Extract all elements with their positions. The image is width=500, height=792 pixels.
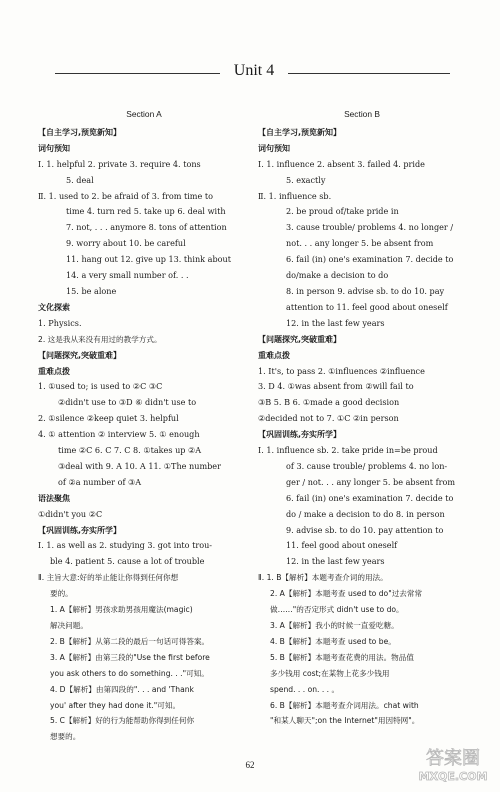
left-line: 1. ①used to; is used to ②C ③C	[38, 381, 163, 392]
right-line: 8. in person 9. advise sb. to do 10. pay	[286, 285, 445, 296]
section-a-heading: Section A	[126, 109, 162, 119]
unit-header	[55, 62, 450, 86]
watermark-text-url: MXQE.COM	[418, 770, 488, 783]
right-line: do / make a decision to do 8. in person	[286, 508, 445, 519]
left-line: 7. not, . . . anymore 8. tons of attention	[66, 222, 227, 233]
left-line: 1. A【解析】男孩求助男孩用魔法(magic)	[50, 605, 193, 615]
right-line: Ⅰ. 1. influence 2. absent 3. failed 4. pride	[258, 158, 425, 169]
left-line: 1. Physics.	[38, 317, 82, 328]
left-line: 重难点拨	[38, 366, 70, 376]
right-line: 9. advise sb. to do 10. pay attention to	[286, 524, 444, 535]
section-a-column	[38, 107, 250, 745]
right-line: of 3. cause trouble/ problems 4. no lon-	[286, 460, 448, 471]
left-line: ble 4. patient 5. cause a lot of trouble	[50, 556, 205, 567]
right-line: 【巩固训练,夯实所学】	[258, 430, 342, 440]
left-line: 9. worry about 10. be careful	[66, 238, 186, 249]
page-number: 62	[245, 760, 255, 770]
section-b-heading: Section B	[344, 109, 380, 119]
left-line: 5. C【解析】好的行为能帮助你得到任何你	[50, 716, 195, 726]
left-line: 15. be alone	[66, 285, 117, 296]
right-line: 3. D 4. ①was absent from ②will fail to	[258, 381, 414, 392]
left-line: you ask others to do something. . ."可知。	[50, 668, 209, 678]
left-line: Ⅰ. 1. as well as 2. studying 3. got into trou-	[38, 540, 213, 551]
left-line: 词句预知	[38, 143, 70, 153]
left-line: 3. A【解析】由第三段的"Use the first before	[50, 652, 210, 662]
right-line: 重难点拨	[258, 350, 290, 360]
left-line: 想要的。	[50, 732, 81, 742]
watermark-text-cn: 答案圈	[426, 748, 480, 769]
left-line: 2. B【解析】从第二段的最后一句话可得答案。	[50, 636, 210, 646]
right-line: 4. B【解析】本题考查 used to be。	[270, 636, 396, 646]
left-line: time 4. turn red 5. take up 6. deal with	[66, 206, 226, 217]
unit-title: Unit 4	[233, 62, 275, 79]
watermark-logo	[412, 742, 494, 786]
right-line: 6. fail (in) one's examination 7. decide to	[286, 492, 454, 503]
left-line: 2. 这是我从来没有用过的教学方式。	[38, 334, 162, 344]
right-line: ger / not. . . any longer 5. be absent from	[286, 476, 455, 487]
left-line: 4. ① attention ② interview 5. ① enough	[38, 429, 200, 440]
left-line: Ⅰ. 1. helpful 2. private 3. require 4. tons	[38, 158, 201, 169]
right-line: ②decided not to 7. ①C ②in person	[258, 413, 399, 424]
section-b-column	[258, 107, 466, 729]
right-line: 6. fail (in) one's examination 7. decide to	[286, 254, 454, 265]
right-line: 12. in the last few years	[286, 556, 385, 567]
right-line: spend. . . on. . . 。	[270, 684, 340, 694]
left-line: ③deal with 9. A 10. A 11. ①The number	[58, 460, 221, 471]
header-rule-left	[55, 73, 220, 74]
header-rule-right	[288, 73, 450, 74]
right-line: 3. cause trouble/ problems 4. no longer /	[286, 222, 454, 233]
left-line: you' after they had done it."可知。	[50, 700, 181, 710]
right-line: 3. A【解析】我小的时候一直爱吃糖。	[270, 621, 399, 630]
right-line: 2. be proud of/take pride in	[286, 206, 399, 217]
right-line: Ⅱ. 1. influence sb.	[258, 190, 332, 201]
left-line: 4. D【解析】由第四段的". . . and 'Thank	[50, 684, 194, 694]
right-line: 5. exactly	[286, 174, 326, 185]
left-line: 【自主学习,预览新知】	[38, 127, 122, 137]
left-line: 解决问题。	[50, 621, 88, 630]
right-line: 6. B【解析】本题考查介词用法。chat with	[270, 700, 419, 710]
right-line: 5. B【解析】本题考查花费的用法。物品值	[270, 652, 414, 662]
right-line: attention to 11. feel good about oneself	[286, 301, 448, 312]
right-line: 多少钱用 cost;在某物上花多少钱用	[270, 668, 390, 678]
left-line: 要的。	[50, 589, 73, 599]
left-line: Ⅱ. 主旨大意:好的举止能让你得到任何你想	[38, 573, 179, 583]
right-line: 【问题探究,突破重难】	[258, 334, 342, 344]
left-line: 【巩固训练,夯实所学】	[38, 525, 122, 535]
right-line: ③B 5. B 6. ①made a good decision	[258, 397, 400, 408]
right-line: Ⅰ. 1. influence sb. 2. take pride in=be proud	[258, 445, 438, 456]
right-line: 1. It's, to pass 2. ①influences ②influence	[258, 365, 425, 376]
right-line: 词句预知	[258, 143, 290, 153]
right-line: 11. feel good about oneself	[286, 540, 398, 551]
left-line: 2. ①silence ②keep quiet 3. helpful	[38, 413, 179, 424]
left-line: 语法聚焦	[38, 493, 70, 503]
left-line: Ⅱ. 1. used to 2. be afraid of 3. from time to	[38, 190, 213, 201]
right-line: not. . . any longer 5. be absent from	[286, 238, 434, 249]
left-line: 5. deal	[66, 174, 94, 185]
right-line: 【自主学习,预览新知】	[258, 127, 342, 137]
left-line: of ②a number of ③A	[58, 476, 142, 487]
left-line: time ②C 6. C 7. C 8. ①takes up ②A	[58, 445, 202, 456]
right-line: 12. in the last few years	[286, 317, 385, 328]
left-line: 14. a very small number of. . .	[66, 270, 189, 281]
left-line: 11. hang out 12. give up 13. think about	[66, 254, 232, 265]
right-line: "和某人聊天";on the Internet"用因特网"。	[270, 716, 420, 726]
right-line: do/make a decision to do	[286, 270, 389, 281]
right-line: 2. A【解析】本题考查 used to do"过去常常	[270, 589, 423, 599]
left-line: 文化探索	[38, 302, 70, 312]
right-line: Ⅱ. 1. B【解析】本题考查介词的用法。	[258, 573, 388, 583]
left-line: ①didn't you ②C	[38, 508, 103, 519]
left-line: 【问题探究,突破重难】	[38, 350, 122, 360]
left-line: ②didn't use to ③D ⑥ didn't use to	[58, 397, 197, 408]
right-line: 做……"的否定形式 didn't use to do。	[270, 605, 404, 615]
